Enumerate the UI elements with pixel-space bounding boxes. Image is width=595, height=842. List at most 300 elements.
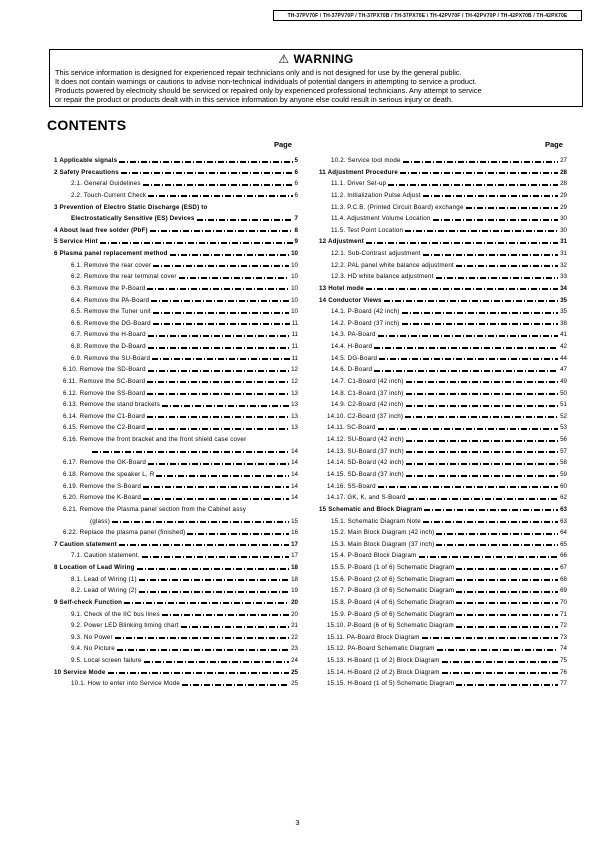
toc-entry[interactable] — [319, 168, 567, 178]
toc-entry-page: 30 — [560, 226, 567, 234]
toc-entry[interactable] — [319, 284, 567, 294]
toc-entry-page: 66 — [560, 552, 567, 560]
toc-leader — [366, 288, 558, 290]
toc-entry[interactable] — [71, 621, 298, 631]
toc-leader — [400, 172, 558, 174]
toc-entry[interactable] — [331, 575, 567, 585]
toc-entry-title: 14.11. SC-Board — [327, 424, 376, 432]
toc-entry-title: 14 Conductor Views — [319, 296, 382, 304]
toc-entry-page: 65 — [560, 540, 567, 548]
toc-entry-page: 50 — [560, 389, 567, 397]
toc-leader — [181, 626, 289, 628]
toc-entry-title: 11.2. Initialization Pulse Adjust — [331, 191, 421, 199]
toc-leader — [124, 602, 289, 604]
toc-entry[interactable] — [331, 272, 567, 282]
toc-entry[interactable] — [327, 493, 567, 503]
toc-entry-page: 68 — [560, 575, 567, 583]
toc-entry[interactable] — [331, 179, 567, 189]
toc-entry[interactable] — [327, 656, 567, 666]
toc-entry-title: 1 Applicable signals — [54, 157, 118, 164]
toc-entry[interactable] — [71, 272, 298, 282]
toc-entry[interactable] — [54, 249, 298, 259]
toc-entry-title: 14.7. C1-Board (42 inch) — [331, 377, 404, 385]
toc-entry[interactable] — [331, 540, 567, 550]
toc-entry-title: 6.22. Replace the plasma panel (finished) — [63, 529, 186, 537]
toc-entry[interactable] — [327, 644, 567, 654]
toc-entry-page: 76 — [560, 668, 567, 676]
toc-entry-page: 10 — [291, 250, 298, 258]
toc-entry-page: 11 — [291, 319, 298, 327]
toc-entry[interactable] — [331, 400, 567, 410]
model-list: TH-37PV70F / TH-37PV70P / TH-37PX70B / TH-37PX70E / TH-42PV70F / TH-42PV70P / TH-42PX70B / TH-42PX70E — [287, 12, 568, 19]
toc-leader — [147, 381, 289, 383]
toc-entry-page: 25 — [291, 680, 298, 688]
toc-leader — [119, 544, 289, 546]
toc-leader — [405, 416, 558, 418]
toc-entry-page: 18 — [291, 564, 298, 572]
toc-entry-title: 8.1. Lead of Wiring (1) — [71, 575, 137, 583]
toc-leader — [153, 323, 290, 325]
toc-leader — [143, 184, 293, 186]
toc-entry-page: 59 — [560, 471, 567, 478]
toc-entry-page: 22 — [291, 633, 298, 641]
toc-leader — [423, 195, 558, 197]
toc-entry[interactable] — [54, 598, 298, 608]
toc-entry-page: 60 — [560, 482, 567, 490]
toc-leader — [142, 556, 290, 558]
toc-entry-page: 35 — [560, 296, 567, 304]
toc-entry-title: 15.1. Schematic Diagram Note — [331, 517, 421, 525]
toc-entry[interactable] — [71, 319, 298, 329]
toc-leader — [92, 451, 289, 453]
toc-leader — [406, 381, 559, 383]
toc-entry-title: 15.14. H-Board (2 of 2) Block Diagram — [327, 668, 440, 676]
toc-entry-page: 16 — [291, 529, 298, 537]
toc-leader — [117, 649, 289, 651]
toc-leader — [436, 277, 559, 279]
toc-entry-page: 34 — [560, 284, 567, 292]
toc-entry[interactable] — [63, 505, 298, 515]
toc-entry[interactable] — [63, 365, 298, 375]
toc-leader — [406, 405, 559, 407]
page-number: 3 — [295, 818, 300, 827]
toc-leader — [456, 579, 558, 581]
toc-entry-page: 11 — [291, 331, 298, 339]
toc-entry-title: 7.1. Caution statement. — [71, 552, 140, 560]
toc-leader — [148, 347, 290, 349]
toc-leader — [406, 393, 559, 395]
page-column-label-right: Page — [545, 140, 563, 149]
toc-entry-page: 74 — [560, 645, 567, 653]
toc-entry-title: 6.11. Remove the SC-Board — [63, 377, 146, 385]
toc-entry-page: 35 — [560, 308, 567, 316]
toc-entry[interactable] — [331, 342, 567, 352]
toc-entry[interactable] — [71, 179, 298, 189]
toc-leader — [456, 602, 558, 604]
toc-entry[interactable] — [71, 656, 298, 666]
toc-entry[interactable] — [71, 296, 298, 306]
toc-entry[interactable] — [331, 214, 567, 224]
warning-box — [49, 49, 583, 107]
toc-entry-page: 10 — [291, 284, 298, 292]
toc-entry-page: 69 — [560, 587, 567, 595]
toc-entry[interactable] — [63, 400, 298, 410]
toc-leader — [456, 591, 558, 593]
toc-entry-title: 12 Adjustment — [319, 238, 365, 246]
toc-entry-page: 64 — [560, 529, 567, 537]
toc-entry-page: 73 — [560, 633, 567, 641]
toc-entry-page: 13 — [291, 401, 298, 409]
toc-leader — [424, 509, 558, 511]
toc-entry[interactable] — [63, 493, 298, 503]
toc-entry[interactable] — [331, 389, 567, 399]
warning-line: It does not contain warnings or cautions to advise non-technical individuals of potential dangers in attempting to service a product. — [55, 77, 477, 86]
toc-entry-page: 58 — [560, 459, 567, 467]
toc-leader — [456, 614, 558, 616]
toc-entry-page: 6 — [294, 168, 298, 176]
toc-entry[interactable] — [71, 261, 298, 271]
toc-entry-title: 13 Hotel mode — [319, 284, 364, 292]
toc-entry-page: 21 — [291, 622, 298, 630]
toc-entry-page: 63 — [560, 517, 567, 525]
toc-entry[interactable] — [331, 563, 567, 573]
toc-leader — [436, 533, 558, 535]
toc-entry[interactable] — [331, 307, 567, 317]
toc-entry-title: 9.1. Check of the IIC bus lines — [71, 610, 160, 618]
toc-entry-page: 12 — [291, 377, 298, 385]
toc-entry[interactable] — [90, 517, 298, 527]
toc-leader — [143, 486, 289, 488]
toc-entry[interactable] — [63, 412, 298, 422]
toc-leader — [121, 172, 293, 174]
toc-entry-page: 9 — [294, 238, 298, 246]
toc-entry-title: 7 Caution statement — [54, 540, 117, 548]
toc-leader — [112, 521, 289, 523]
toc-leader — [406, 475, 558, 477]
toc-entry[interactable] — [71, 342, 298, 352]
toc-entry[interactable] — [331, 517, 567, 527]
toc-entry-page: 38 — [560, 319, 567, 327]
toc-leader — [403, 161, 559, 163]
toc-entry-title: 9.2. Power LED Blinking timing chart — [71, 622, 179, 630]
toc-entry-title: 2.2. Touch-Current Check — [71, 191, 147, 199]
toc-entry[interactable] — [331, 586, 567, 596]
toc-entry[interactable] — [54, 168, 298, 178]
toc-entry[interactable] — [63, 389, 298, 399]
toc-leader — [115, 637, 289, 639]
toc-entry-page: 19 — [291, 587, 298, 595]
toc-leader — [402, 323, 559, 325]
warning-triangle-icon: ⚠ — [278, 52, 290, 66]
toc-leader — [147, 428, 289, 430]
toc-leader — [197, 219, 293, 221]
toc-entry[interactable] — [63, 458, 298, 468]
toc-entry-title: 6.2. Remove the rear terminal cover — [71, 273, 177, 281]
toc-entry-title: 11.4. Adjustment Volume Location — [331, 215, 431, 223]
toc-entry[interactable] — [71, 610, 298, 620]
toc-entry[interactable] — [327, 458, 567, 468]
toc-leader — [374, 347, 558, 349]
toc-entry-title: 10.2. Service tool mode — [331, 157, 401, 164]
toc-entry[interactable] — [63, 435, 298, 445]
toc-entry[interactable] — [71, 307, 298, 317]
toc-leader — [419, 556, 559, 558]
toc-leader — [423, 521, 558, 523]
toc-entry[interactable] — [71, 586, 298, 596]
toc-leader — [143, 498, 289, 500]
toc-entry-title: 14.4. H-Board — [331, 343, 373, 351]
toc-entry-title: 14.16. SS-Board — [327, 482, 376, 490]
toc-entry-page: 72 — [560, 622, 567, 630]
toc-entry-title: 14.8. C1-Board (37 inch) — [331, 389, 404, 397]
toc-entry-page: 14 — [291, 482, 298, 490]
toc-entry-title: 6.21. Remove the Plasma panel section from the Cabinet assy — [63, 505, 247, 513]
toc-entry-title: 8.2. Lead of Wiring (2) — [71, 587, 137, 595]
toc-entry[interactable] — [319, 505, 567, 515]
warning-line: This service information is designed for experienced repair technicians only and is not designed for use by the general public. — [55, 68, 462, 77]
toc-leader — [147, 416, 289, 418]
toc-entry[interactable] — [331, 261, 567, 271]
toc-entry-title: 4 About lead free solder (PbF) — [54, 226, 148, 234]
toc-entry-title: 10 Service Mode — [54, 668, 106, 676]
toc-leader — [148, 195, 292, 197]
toc-entry-page: 7 — [294, 215, 298, 223]
toc-entry-title: 12.2. PAL panel white balance adjustment — [331, 261, 454, 269]
toc-entry-page: 28 — [560, 168, 567, 176]
toc-entry-title: 15.3. Main Block Diagram (37 inch) — [331, 540, 435, 548]
toc-entry-page: 8 — [294, 226, 298, 234]
toc-entry-page: 47 — [560, 366, 567, 374]
toc-entry-page: 14 — [291, 471, 298, 478]
toc-entry-page: 31 — [560, 238, 567, 246]
toc-leader — [148, 463, 289, 465]
toc-leader — [406, 451, 558, 453]
toc-entry-title: 2 Safety Precautions — [54, 168, 119, 176]
toc-entry-title: 6.16. Remove the front bracket and the front shield case cover — [63, 436, 247, 444]
toc-entry-title: 14.13. SU-Board (37 inch) — [327, 447, 404, 455]
toc-leader — [152, 358, 289, 360]
toc-entry-title: 12.3. HD white balance adjustment — [331, 273, 434, 281]
toc-entry[interactable] — [331, 610, 567, 620]
toc-entry-page: 11 — [291, 354, 298, 362]
toc-leader — [139, 591, 289, 593]
toc-leader — [147, 393, 289, 395]
toc-entry-page: 6 — [294, 191, 298, 199]
toc-leader — [150, 230, 293, 232]
toc-entry-page: 10 — [291, 308, 298, 316]
toc-entry[interactable] — [54, 203, 298, 213]
toc-entry[interactable] — [327, 668, 567, 678]
toc-entry[interactable] — [71, 644, 298, 654]
toc-entry[interactable] — [319, 237, 567, 247]
toc-entry[interactable] — [327, 412, 567, 422]
toc-entry-page: 11 — [291, 343, 298, 351]
toc-entry[interactable] — [71, 551, 298, 561]
toc-leader — [153, 312, 289, 314]
toc-leader — [170, 254, 290, 256]
toc-leader — [456, 265, 558, 267]
toc-entry-title: 6.9. Remove the SU-Board — [71, 354, 151, 362]
toc-entry-page: 14 — [291, 447, 298, 455]
toc-entry-title: 15.9. P-Board (5 of 6) Schematic Diagram — [331, 610, 455, 618]
toc-entry-page: 14 — [291, 459, 298, 467]
toc-leader — [433, 219, 559, 221]
toc-entry[interactable] — [319, 296, 567, 306]
toc-entry-page: 41 — [560, 331, 567, 339]
toc-entry-page: 14 — [291, 494, 298, 502]
toc-entry-title: 15.12. PA-Board Schematic Diagram — [327, 645, 435, 653]
toc-entry[interactable] — [54, 563, 298, 573]
toc-entry-page: 67 — [560, 564, 567, 572]
toc-entry-title: 15.7. P-Board (3 of 6) Schematic Diagram — [331, 587, 455, 595]
toc-entry-page: 18 — [291, 575, 298, 583]
toc-entry-page: 13 — [291, 389, 298, 397]
toc-entry[interactable] — [54, 226, 298, 236]
toc-entry-title: 15.11. PA-Board Block Diagram — [327, 633, 420, 641]
toc-entry[interactable] — [331, 354, 567, 364]
toc-leader — [442, 661, 558, 663]
toc-entry[interactable] — [331, 365, 567, 375]
toc-entry-title: 6.19. Remove the S-Board — [63, 482, 142, 490]
toc-entry-page: 31 — [560, 250, 567, 258]
toc-leader — [144, 661, 289, 663]
toc-leader — [405, 230, 558, 232]
toc-entry-title: 14.6. D-Board — [331, 366, 373, 374]
toc-entry-page: 75 — [560, 657, 567, 665]
toc-leader — [402, 312, 559, 314]
toc-entry-title: 6.1. Remove the rear cover — [71, 261, 152, 269]
toc-entry[interactable] — [327, 482, 567, 492]
toc-entry-title: 12.1. Sub-Contrast adjustment — [331, 250, 421, 258]
toc-entry-title: 14.15. SD-Board (37 inch) — [327, 471, 404, 478]
toc-entry[interactable] — [71, 679, 298, 689]
toc-entry-page: 33 — [560, 273, 567, 281]
toc-leader — [162, 614, 289, 616]
toc-entry[interactable] — [331, 330, 567, 340]
toc-entry[interactable] — [331, 203, 567, 213]
toc-entry-title: 15 Schematic and Block Diagram — [319, 505, 423, 513]
toc-entry-page: 13 — [291, 424, 298, 432]
toc-leader — [456, 568, 558, 570]
toc-entry-page: 30 — [560, 215, 567, 223]
toc-entry[interactable] — [327, 679, 567, 689]
toc-entry-page: 52 — [560, 412, 567, 420]
toc-entry[interactable] — [54, 237, 298, 247]
toc-leader — [378, 428, 558, 430]
toc-leader — [406, 463, 558, 465]
toc-entry-title: 3 Prevention of Electro Static Discharge (ESD) to — [54, 203, 208, 211]
toc-entry-title: 15.5. P-Board (1 of 6) Schematic Diagram — [331, 564, 455, 572]
toc-leader — [182, 684, 289, 686]
toc-entry[interactable] — [331, 156, 567, 166]
toc-entry[interactable] — [71, 214, 298, 224]
toc-entry-title: 6.3. Remove the P-Board — [71, 284, 146, 292]
toc-entry[interactable] — [327, 435, 567, 445]
toc-entry-title: 8 Location of Lead Wiring — [54, 564, 135, 572]
toc-entry[interactable] — [327, 621, 567, 631]
toc-entry-title: 5 Service Hint — [54, 238, 98, 246]
toc-leader — [406, 440, 558, 442]
toc-leader — [119, 161, 292, 163]
toc-entry[interactable] — [331, 191, 567, 201]
toc-entry[interactable] — [71, 354, 298, 364]
toc-leader — [437, 649, 559, 651]
toc-entry-title: 15.2. Main Block Diagram (42 inch) — [331, 529, 435, 537]
toc-entry[interactable] — [327, 470, 567, 480]
toc-entry-page: 70 — [560, 598, 567, 606]
toc-entry[interactable] — [331, 377, 567, 387]
toc-entry-title: 6.8. Remove the D-Board — [71, 343, 146, 351]
toc-entry[interactable] — [71, 633, 298, 643]
toc-entry[interactable] — [331, 319, 567, 329]
toc-entry-page: 27 — [560, 157, 567, 164]
toc-entry[interactable] — [327, 423, 567, 433]
toc-entry[interactable] — [331, 598, 567, 608]
toc-entry-title: 6.7. Remove the H-Board — [71, 331, 146, 339]
toc-entry[interactable] — [54, 156, 298, 166]
toc-entry[interactable] — [71, 575, 298, 585]
toc-entry-title: 9.5. Local screen failure — [71, 657, 142, 665]
toc-entry[interactable] — [71, 191, 298, 201]
toc-leader — [151, 300, 289, 302]
toc-entry-title: 9.4. No Picture — [71, 645, 115, 653]
toc-entry-page: 17 — [291, 540, 298, 548]
toc-entry-page: 6 — [294, 180, 298, 188]
toc-entry-title: 6.12. Remove the SS-Board — [63, 389, 146, 397]
toc-entry[interactable] — [71, 284, 298, 294]
toc-entry-page: 5 — [294, 157, 298, 164]
toc-entry[interactable] — [63, 470, 298, 480]
toc-leader — [108, 672, 290, 674]
toc-entry[interactable] — [331, 551, 567, 561]
toc-leader — [187, 533, 289, 535]
toc-entry[interactable] — [63, 528, 298, 538]
toc-entry[interactable] — [63, 377, 298, 387]
toc-entry[interactable] — [327, 633, 567, 643]
toc-entry[interactable] — [90, 447, 298, 457]
toc-entry-title: 6 Plasma panel replacement method — [54, 250, 168, 258]
toc-entry[interactable] — [54, 668, 298, 678]
toc-entry-title: 11.1. Driver Set-up — [331, 180, 387, 188]
toc-entry-page: 23 — [291, 645, 298, 653]
toc-entry-title: 11 Adjustment Procedure — [319, 168, 398, 176]
toc-entry-title: (glass) — [90, 517, 110, 525]
toc-entry[interactable] — [63, 482, 298, 492]
toc-entry[interactable] — [331, 249, 567, 259]
toc-entry-page: 15 — [291, 517, 298, 525]
toc-entry-page: 29 — [560, 191, 567, 199]
toc-entry[interactable] — [331, 226, 567, 236]
toc-entry[interactable] — [331, 528, 567, 538]
page-column-label-left: Page — [274, 140, 292, 149]
toc-leader — [137, 568, 290, 570]
toc-entry[interactable] — [63, 423, 298, 433]
toc-leader — [162, 405, 289, 407]
toc-entry-page: 51 — [560, 401, 567, 409]
toc-entry-page: 13 — [291, 412, 298, 420]
toc-leader — [436, 544, 558, 546]
toc-entry[interactable] — [71, 330, 298, 340]
toc-leader — [384, 300, 558, 302]
toc-entry-page: 10 — [291, 261, 298, 269]
toc-leader — [148, 335, 290, 337]
toc-entry[interactable] — [327, 447, 567, 457]
toc-leader — [148, 370, 289, 372]
toc-entry-title: 15.15. H-Board (1 of 5) Schematic Diagram — [327, 680, 455, 688]
toc-entry-page: 57 — [560, 447, 567, 455]
toc-entry[interactable] — [54, 540, 298, 550]
toc-entry-title: 14.5. DG-Board — [331, 354, 378, 362]
